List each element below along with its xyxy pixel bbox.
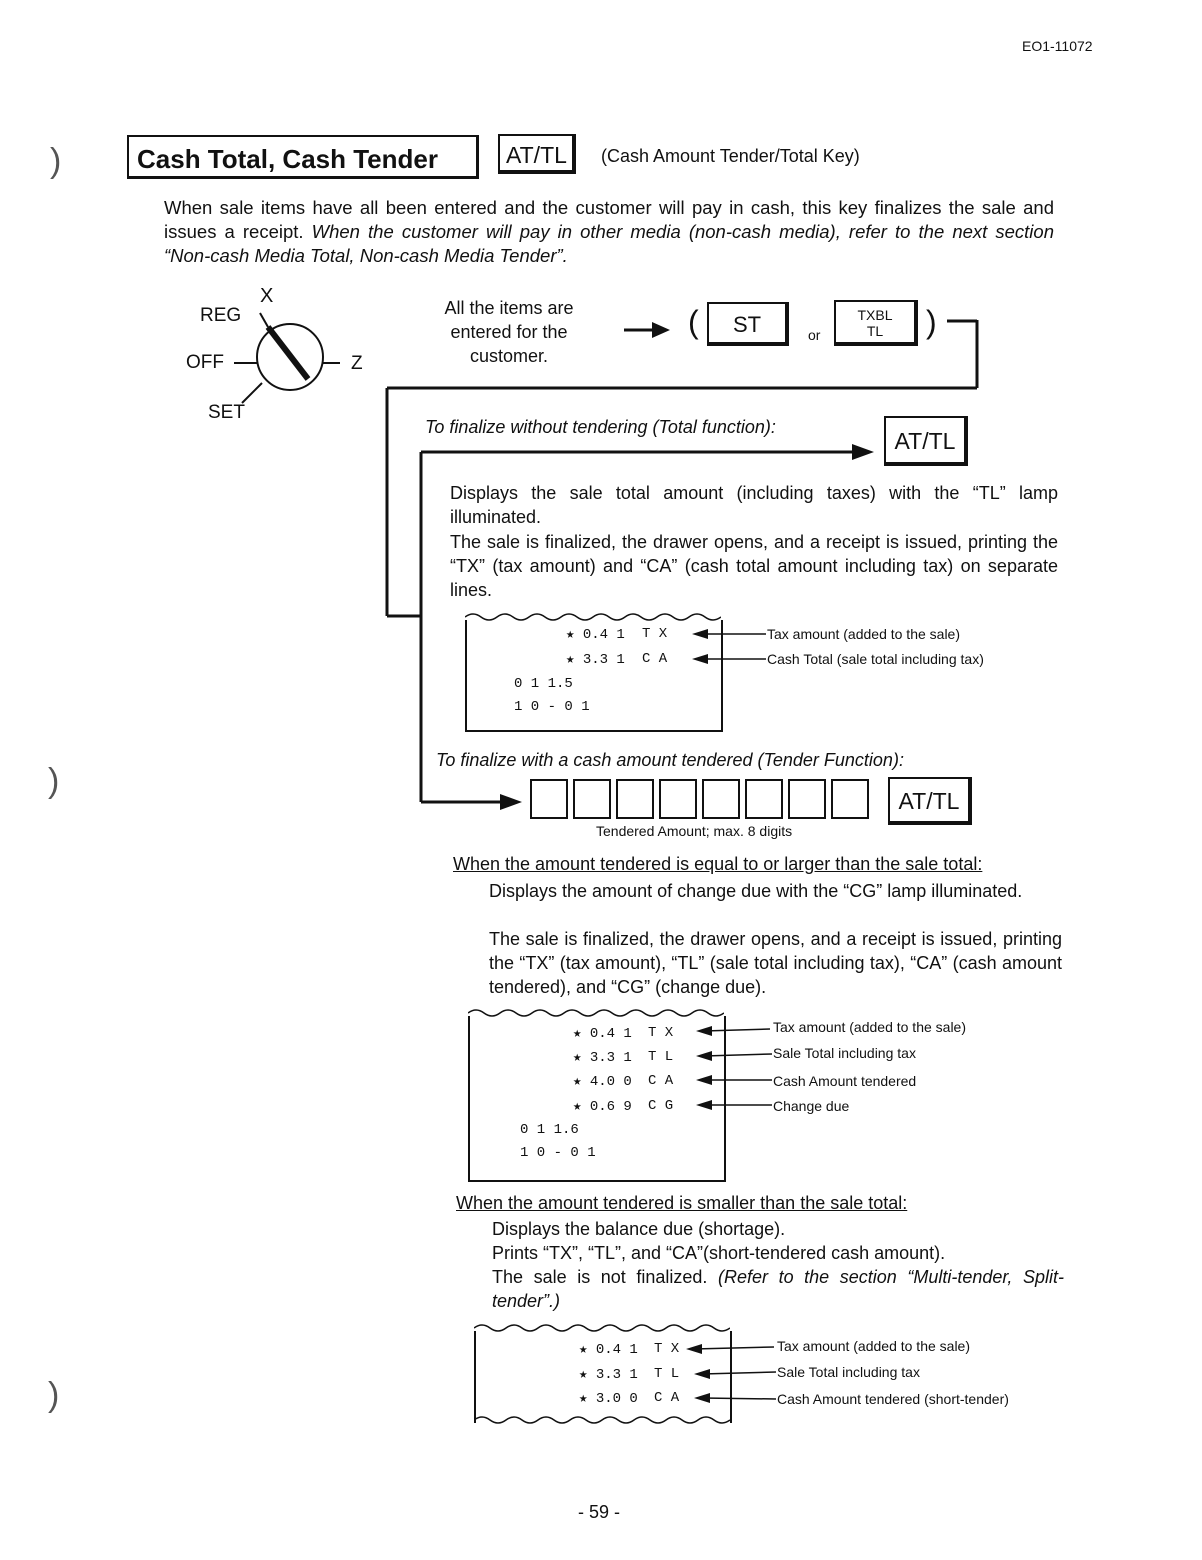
page-number: - 59 - bbox=[578, 1502, 621, 1522]
intro-normal: When sale items have all been entered and the customer will pay in cash, this key finalizes the sale and issues a receipt. bbox=[164, 197, 1054, 242]
case-smaller-p3-normal: The sale is not finalized. bbox=[492, 1267, 718, 1287]
binder-mark: ) bbox=[48, 1376, 60, 1414]
items-entered-text: All the items are entered for the customer. bbox=[444, 298, 574, 366]
total-function-heading: To finalize without tendering (Total function): bbox=[425, 417, 776, 437]
receipt-smaller-code: C A bbox=[654, 1390, 680, 1406]
mode-z-label: Z bbox=[351, 353, 363, 374]
txbl-key-label-1: TXBL bbox=[857, 307, 893, 323]
case-smaller-heading: When the amount tendered is smaller than the sale total: bbox=[456, 1193, 908, 1213]
receipt-tear-edge bbox=[468, 1007, 724, 1019]
receipt-smaller-code: T L bbox=[654, 1366, 680, 1382]
receipt-equal-amount: ★ 0.6 9 bbox=[573, 1099, 632, 1115]
receipt-equal-amount: ★ 4.0 0 bbox=[573, 1074, 632, 1090]
document-code: EO1-11072 bbox=[1022, 38, 1093, 54]
paren-close: ) bbox=[926, 304, 937, 340]
receipt-total-amount: ★ 3.3 1 bbox=[566, 652, 625, 668]
paren-open: ( bbox=[688, 304, 699, 340]
case-equal-paragraph-1: Displays the amount of change due with the “CG” lamp illuminated. bbox=[489, 881, 1023, 901]
receipt-smaller-code: T X bbox=[654, 1341, 680, 1357]
mode-off-label: OFF bbox=[186, 352, 224, 373]
annotation-arrows bbox=[692, 1019, 776, 1119]
intro-italic: When the customer will pay in other media (non-cash media), refer to the next section “Non-cash Media Total, Non-cash Media Tender”. bbox=[164, 221, 1054, 266]
receipt-smaller-amount: ★ 3.3 1 bbox=[579, 1367, 638, 1383]
case-equal-paragraph-2: The sale is finalized, the drawer opens, and a receipt is issued, printing the “TX” (tax amount), “TL” (sale total including tax), “CA” (cash amount tendered), and “CG” (change due). bbox=[489, 929, 1062, 997]
receipt-total-code: T X bbox=[642, 626, 668, 642]
receipt-smaller-amount: ★ 0.4 1 bbox=[579, 1342, 638, 1358]
total-at-tl-key bbox=[884, 416, 968, 466]
annotation-arrows bbox=[682, 1337, 780, 1413]
at-tl-key-label: AT/TL bbox=[506, 142, 567, 168]
receipt-equal-code: T L bbox=[648, 1049, 674, 1065]
mode-set-label: SET bbox=[208, 402, 245, 423]
total-paragraph-1: Displays the sale total amount (including taxes) with the “TL” lamp illuminated. bbox=[450, 483, 1058, 527]
total-paragraph-2: The sale is finalized, the drawer opens, and a receipt is issued, printing the “TX” (tax amount) and “CA” (cash total amount including tax) on separate lines. bbox=[450, 532, 1058, 600]
tender-digit-boxes bbox=[530, 779, 875, 821]
receipt-smaller-amount: ★ 3.0 0 bbox=[579, 1391, 638, 1407]
st-key-label: ST bbox=[732, 312, 762, 337]
mode-x-label: X bbox=[260, 285, 274, 307]
annotation-note: Sale Total including tax bbox=[773, 1045, 916, 1061]
receipt-equal-footer: 0 1 1.6 bbox=[520, 1122, 579, 1138]
section-title-text: Cash Total, Cash Tender bbox=[137, 144, 438, 174]
annotation-note: Cash Total (sale total including tax) bbox=[767, 651, 984, 667]
receipt-total-footer: 0 1 1.5 bbox=[514, 676, 573, 692]
annotation-note: Change due bbox=[773, 1098, 850, 1114]
annotation-note: Tax amount (added to the sale) bbox=[767, 626, 961, 642]
receipt-total-amount: ★ 0.4 1 bbox=[566, 627, 625, 643]
annotation-note: Cash Amount tendered (short-tender) bbox=[777, 1391, 1009, 1407]
receipt-tear-edge bbox=[474, 1322, 730, 1334]
receipt-equal-amount: ★ 3.3 1 bbox=[573, 1050, 632, 1066]
or-text: or bbox=[808, 327, 821, 343]
annotation-arrows bbox=[690, 624, 770, 668]
receipt-tear-edge bbox=[465, 611, 721, 623]
annotation-note: Cash Amount tendered bbox=[773, 1073, 917, 1089]
receipt-equal-amount: ★ 0.4 1 bbox=[573, 1026, 632, 1042]
receipt-total-code: C A bbox=[642, 651, 668, 667]
tender-at-tl-label: AT/TL bbox=[898, 788, 960, 814]
annotation-note: Tax amount (added to the sale) bbox=[773, 1019, 967, 1035]
case-smaller-paragraph-3 bbox=[492, 1265, 1064, 1313]
receipt-total-footer: 1 0 - 0 1 bbox=[514, 699, 590, 715]
case-equal-heading: When the amount tendered is equal to or larger than the sale total: bbox=[453, 854, 983, 874]
receipt-tear-edge bbox=[474, 1414, 730, 1426]
mode-reg-label: REG bbox=[200, 305, 242, 326]
txbl-key-label-2: TL bbox=[866, 323, 884, 339]
case-smaller-paragraph-1: Displays the balance due (shortage). bbox=[492, 1219, 786, 1239]
receipt-equal-code: C A bbox=[648, 1073, 674, 1089]
case-smaller-p3-italic: (Refer to the section “Multi-tender, Split-tender”.) bbox=[492, 1267, 1064, 1311]
total-at-tl-label: AT/TL bbox=[894, 428, 956, 454]
annotation-note: Sale Total including tax bbox=[777, 1364, 920, 1380]
tender-function-heading: To finalize with a cash amount tendered (Tender Function): bbox=[436, 750, 904, 770]
receipt-equal-code: T X bbox=[648, 1025, 674, 1041]
tender-box-caption: Tendered Amount; max. 8 digits bbox=[596, 823, 793, 839]
receipt-equal-footer: 1 0 - 0 1 bbox=[520, 1145, 596, 1161]
case-smaller-paragraph-2: Prints “TX”, “TL”, and “CA”(short-tendered cash amount). bbox=[492, 1243, 946, 1263]
binder-mark: ) bbox=[50, 142, 62, 180]
annotation-note: Tax amount (added to the sale) bbox=[777, 1338, 971, 1354]
tender-at-tl-key bbox=[888, 777, 972, 825]
key-description: (Cash Amount Tender/Total Key) bbox=[601, 146, 860, 166]
receipt-equal-code: C G bbox=[648, 1098, 674, 1114]
binder-mark: ) bbox=[48, 762, 60, 800]
